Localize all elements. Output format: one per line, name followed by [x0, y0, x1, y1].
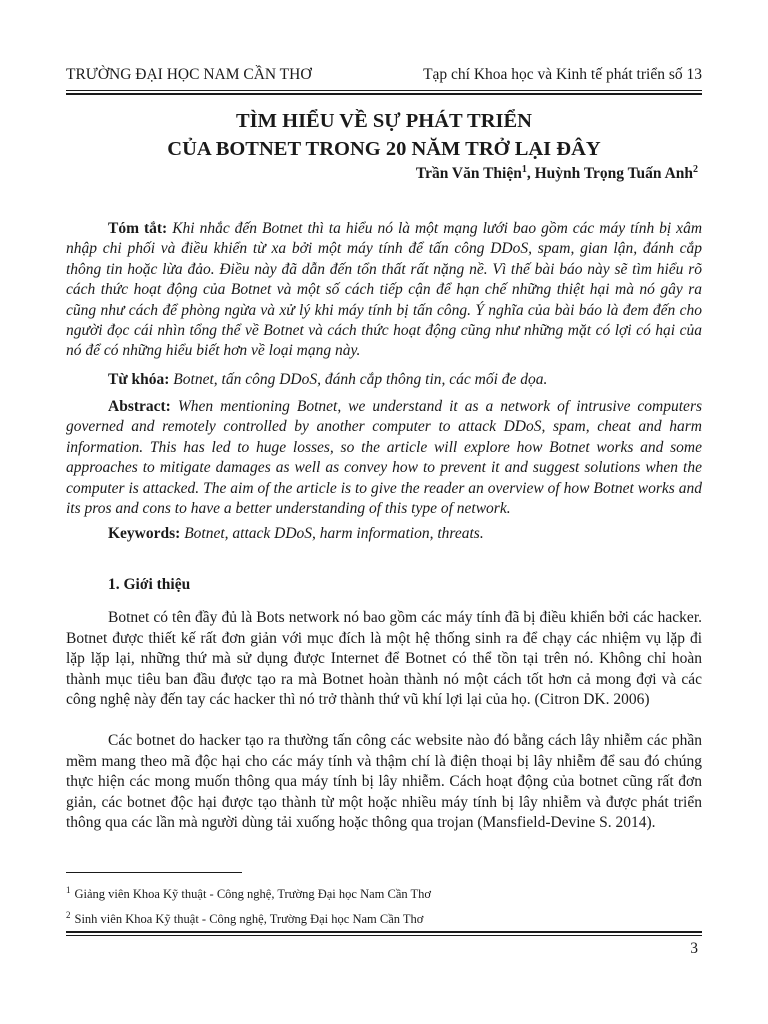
footnotes [66, 880, 431, 930]
header-university: TRƯỜNG ĐẠI HỌC NAM CẦN THƠ [66, 66, 312, 83]
header-rule-thick [66, 93, 702, 95]
running-header [66, 66, 702, 84]
abstract-en-text: When mentioning Botnet, we understand it as a network of intrusive computers governed and remotely controlled by another computer to attack DDoS, spam, cheat and harm information. This has led to huge losses, so the article will explore how Botnet works and some approaches to mitigate damages as well as convey how to prevent it and suggest solutions when the computer is attacked. The aim of the article is to give the reader an overview of how Botnet works and its pros and cons to have a better understanding of this type of network. [66, 398, 703, 518]
footnote-1-mark: 1 [66, 885, 71, 895]
abstract-english [66, 397, 702, 519]
abstract-en-label: Abstract: [108, 398, 171, 415]
keywords-vi-label: Từ khóa: [108, 371, 170, 388]
footnote-separator [66, 872, 242, 873]
paragraph-1-text: Botnet có tên đầy đủ là Bots network nó bao gồm các máy tính đã bị điều khiển bởi các hacker. Botnet được thiết kế rất đơn giản với mục đích là một hệ thống sinh ra để chạy các nhiệm vụ lặp đi lặp lặp lại, những thứ mà sử dụng được Internet để Botnet có thể tồn tại trên nó. Không chỉ hoàn thành mục tiêu ban đầu được tạo ra mà Botnet hoàn thành nó một cách tốt hơn cả mong đợi và các công nghệ này đến tay các hacker thì nó trở thành thứ vũ khí lợi lại của họ. (Citron DK. 2006) [66, 609, 702, 709]
page-number: 3 [690, 940, 698, 957]
author-1: Trần Văn Thiện [415, 165, 522, 183]
author-2: Huỳnh Trọng Tuấn Anh [534, 165, 693, 183]
footnote-1 [66, 880, 431, 905]
author-separator: , [526, 165, 535, 183]
author-2-footnote-mark[interactable]: 2 [693, 164, 698, 175]
footer-rule [66, 935, 702, 936]
keywords-vi-text: Botnet, tấn công DDoS, đánh cắp thông tin, các mối đe dọa. [173, 371, 548, 388]
paragraph-2-text: Các botnet do hacker tạo ra thường tấn công các website nào đó bằng cách lây nhiễm các phần mềm mang theo mã độc hại cho các máy tính và thậm chí là điện thoại bị lây nhiễm để sau đó chúng thực hiện các mong muốn thông qua máy tính bị lây nhiễm. Cách hoạt động của botnet cũng rất đơn giản, các botnet độc hại được tạo thành từ một hoặc nhiều máy tính bị lây nhiễm và được phát triển thông qua các lần mà người dùng tải xuống hoặc thông qua trojan (Mansfield-Devine S. 2014). [66, 732, 702, 832]
footnote-2-text: Sinh viên Khoa Kỹ thuật - Công nghệ, Trường Đại học Nam Cần Thơ [74, 912, 424, 927]
body-paragraph-2 [66, 731, 702, 834]
footer-rule-thick [66, 931, 702, 933]
article-title [66, 107, 702, 163]
body-paragraph-1 [66, 608, 702, 711]
header-journal: Tạp chí Khoa học và Kinh tế phát triển số 13 [423, 66, 702, 83]
title-line-1: TÌM HIỂU VỀ SỰ PHÁT TRIỂN [236, 110, 532, 132]
title-line-2: CỦA BOTNET TRONG 20 NĂM TRỞ LẠI ĐÂY [167, 138, 601, 160]
keywords-english [66, 524, 702, 544]
abstract-vi-label: Tóm tắt: [108, 220, 168, 237]
footnote-2-mark: 2 [66, 910, 71, 921]
header-rule [66, 90, 702, 91]
author-line [416, 164, 698, 183]
footnote-1-text: Giảng viên Khoa Kỹ thuật - Công nghệ, Trường Đại học Nam Cần Thơ [74, 887, 432, 902]
keywords-en-label: Keywords: [108, 525, 181, 542]
section-heading-introduction: 1. Giới thiệu [108, 576, 191, 593]
keywords-vietnamese [66, 370, 702, 390]
author-1-footnote-mark[interactable]: 1 [521, 164, 527, 175]
abstract-vietnamese [66, 219, 702, 362]
footnote-2 [66, 905, 431, 930]
abstract-vi-text: Khi nhắc đến Botnet thì ta hiểu nó là một mạng lưới bao gồm các máy tính bị xâm nhập chi phối và điều khiển từ xa bởi một máy tính để tấn công DDoS, spam, gian lận, đánh cắp thông tin hoặc lừa đảo. Điều này đã dẫn đến tổn thất rất nặng nề. Vì thế bài báo này sẽ tìm hiểu rõ cách thức hoạt động của Botnet và một số cách tiếp cận để hạn chế những thiệt hại mà nó gây ra cũng như cách để phòng ngừa và xử lý khi máy tính bị tấn công. Ý nghĩa của bài báo là đem đến cho người đọc cái nhìn tổng thể về Botnet và cách thức hoạt động cũng như những mặt có lợi có hại của nó để có những hiểu biết hơn về loại mạng này. [66, 220, 703, 360]
keywords-en-text: Botnet, attack DDoS, harm information, threats. [184, 525, 484, 542]
